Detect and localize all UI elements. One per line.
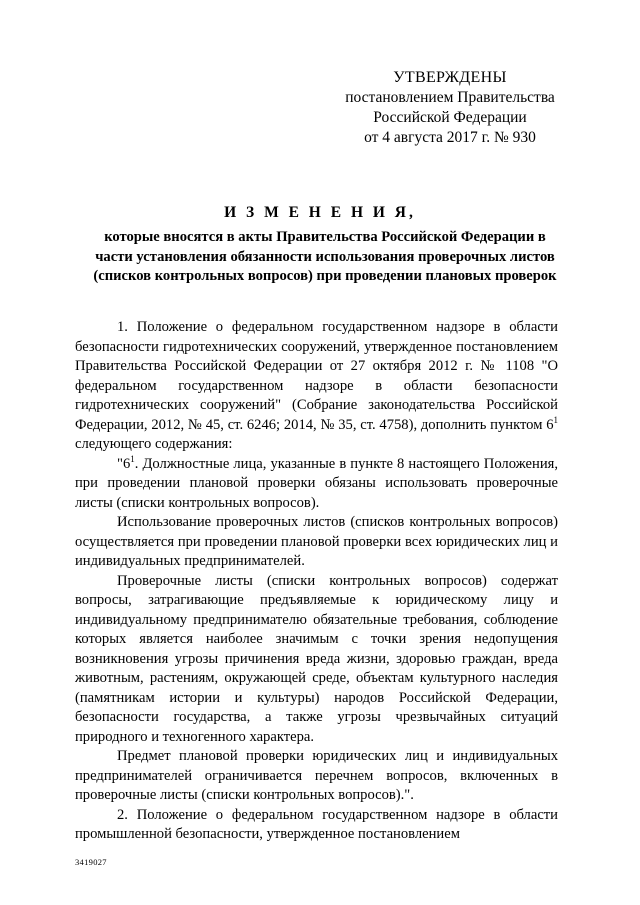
approval-line: Российской Федерации	[373, 109, 527, 126]
approval-heading: УТВЕРЖДЕНЫ	[393, 69, 507, 86]
paragraph: Использование проверочных листов (списков контрольных вопросов) осуществляется при проведении плановой проверки всех юридических лиц и индивидуальных предпринимателей.	[75, 514, 558, 569]
paragraph: Предмет плановой проверки юридических лиц и индивидуальных предпринимателей ограничивается перечнем вопросов, включенных в проверочные листы (списки контрольных вопросов).".	[75, 748, 558, 803]
superscript: 1	[553, 414, 558, 425]
paragraph-text: 1. Положение о федеральном государственном надзоре в области безопасности гидротехнических сооружений, утвержденное постановлением Правительства Российской Федерации от 27 октября 2012 г. № 1108 "О федеральном государственном надзоре в области безопасности гидротехнических сооружений" (Собрание законодательства Российской Федерации, 2012, № 45, ст. 6246; 2014, № 35, ст. 4758), дополнить пунктом 6	[75, 319, 558, 433]
paragraph-text: следующего содержания:	[75, 436, 233, 452]
approval-block	[330, 68, 570, 148]
paragraph-text: . Должностные лица, указанные в пункте 8 настоящего Положения, при проведении плановой проверки обязаны использовать проверочные листы (списки контрольных вопросов).	[75, 455, 558, 511]
superscript: 1	[130, 453, 135, 464]
paragraph	[75, 455, 558, 514]
approval-date: от 4 августа 2017 г. № 930	[364, 129, 536, 146]
document-body	[75, 318, 558, 845]
document-code: 3419027	[75, 857, 107, 867]
paragraph	[75, 318, 558, 455]
paragraph-text: "6	[117, 455, 131, 472]
paragraph: Проверочные листы (списки контрольных вопросов) содержат вопросы, затрагивающие предъявляемые к юридическому лицу и индивидуальному предпринимателю обязательные требования, соблюдение которых является наиболее значимым с точки зрения недопущения возникновения угрозы причинения вреда жизни, здоровью граждан, вреда животным, растениям, окружающей среде, объектам культурного наследия (памятникам истории и культуры) народов Российской Федерации, безопасности государства, а также угрозы чрезвычайных ситуаций природного и техногенного характера.	[75, 572, 558, 745]
paragraph: 2. Положение о федеральном государственном надзоре в области промышленной безопасности, утвержденное постановлением	[75, 806, 558, 842]
document-subtitle: которые вносятся в акты Правительства Российской Федерации в части установления обязанности использования проверочных листов (списков контрольных вопросов) при проведении плановых проверок	[93, 229, 557, 284]
approval-line: постановлением Правительства	[345, 89, 555, 106]
document-title: И З М Е Н Е Н И Я,	[224, 204, 416, 221]
